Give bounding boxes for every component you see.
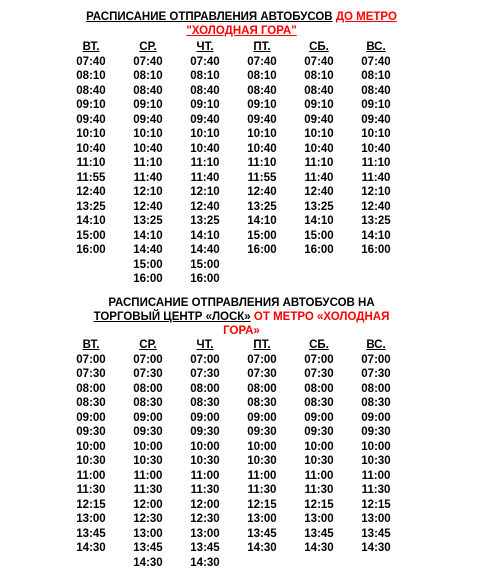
schedule-1-departure-time: 12:40 bbox=[247, 186, 277, 198]
schedule-2-departure-time: 07:30 bbox=[190, 368, 220, 380]
schedule-1-departure-time: 10:10 bbox=[190, 128, 220, 140]
schedule-2-departure-time: 08:30 bbox=[304, 397, 334, 409]
schedule-2-day-header: ПТ. bbox=[253, 339, 271, 351]
schedule-1-column-1 bbox=[66, 40, 116, 258]
schedule-2-departure-time: 09:00 bbox=[76, 411, 106, 424]
schedule-2-departure-time: 08:30 bbox=[190, 397, 220, 409]
schedule-1-column-6 bbox=[351, 40, 401, 258]
schedule-2-departure-time: 11:00 bbox=[133, 469, 163, 482]
schedule-1-departure-time: 07:40 bbox=[361, 55, 391, 68]
schedule-1-departure-time: 09:10 bbox=[247, 99, 277, 111]
schedule-2-departure-time: 11:30 bbox=[304, 484, 334, 496]
schedule-2-departure-time: 12:15 bbox=[304, 498, 334, 511]
schedule-1-departure-time: 14:10 bbox=[190, 229, 220, 242]
schedule-2-departure-time: 11:30 bbox=[247, 484, 277, 496]
schedule-2-departure-time: 13:45 bbox=[247, 527, 277, 540]
schedule-2-departure-time: 14:30 bbox=[133, 556, 163, 569]
schedule-2-departure-time: 12:00 bbox=[190, 498, 220, 511]
schedule-1-departure-time: 11:40 bbox=[133, 171, 163, 184]
schedule-2-departure-time: 08:30 bbox=[76, 397, 106, 409]
schedule-2-departure-time: 09:30 bbox=[190, 426, 220, 438]
schedule-1-departure-time: 07:40 bbox=[133, 55, 163, 68]
schedule-2-departure-time: 10:30 bbox=[133, 455, 163, 467]
schedule-1-departure-time: 12:40 bbox=[304, 186, 334, 198]
schedule-1-title-red: ДО МЕТРО bbox=[335, 11, 397, 23]
schedule-2-title-line-1: РАСПИСАНИЕ ОТПРАВЛЕНИЯ АВТОБУСОВ НА bbox=[108, 297, 375, 309]
schedule-2-departure-time: 11:00 bbox=[190, 469, 220, 482]
schedule-2-departure-time: 09:00 bbox=[247, 411, 277, 424]
schedule-1-departure-time: 16:00 bbox=[304, 244, 334, 256]
schedule-2-departure-time: 09:00 bbox=[133, 411, 163, 424]
schedule-2-departure-time: 08:00 bbox=[76, 382, 106, 395]
schedule-1-departure-time: 11:40 bbox=[304, 171, 334, 184]
schedule-2-column-1 bbox=[66, 338, 116, 556]
schedule-2-day-header: ВС. bbox=[366, 339, 386, 351]
schedule-2-departure-time: 07:00 bbox=[304, 353, 334, 366]
schedule-1-departure-time: 10:10 bbox=[76, 128, 106, 140]
schedule-2-departure-time: 14:30 bbox=[190, 556, 220, 569]
schedule-1-departure-time: 14:10 bbox=[361, 229, 391, 242]
schedule-2-departure-time: 12:00 bbox=[133, 498, 163, 511]
schedule-2-departure-time: 09:30 bbox=[247, 426, 277, 438]
schedule-1-departure-time: 13:25 bbox=[76, 200, 106, 213]
schedule-1-departure-time: 10:10 bbox=[361, 128, 391, 140]
schedule-1-departure-time: 11:55 bbox=[76, 171, 106, 184]
schedule-2-departure-time: 10:30 bbox=[190, 455, 220, 467]
schedule-1-departure-time: 14:10 bbox=[247, 215, 277, 227]
schedule-2-departure-time: 10:00 bbox=[76, 440, 106, 453]
schedule-1-title-line-1 bbox=[20, 10, 463, 24]
schedule-2-departure-time: 10:30 bbox=[361, 455, 391, 467]
schedule-1-departure-time: 11:10 bbox=[247, 157, 277, 169]
schedule-2-departure-time: 09:30 bbox=[76, 426, 106, 438]
schedule-1-departure-time: 09:40 bbox=[76, 113, 106, 126]
schedule-1-departure-time: 12:40 bbox=[76, 186, 106, 198]
schedule-1-departure-time: 15:00 bbox=[247, 229, 277, 242]
schedule-1-departure-time: 10:40 bbox=[190, 142, 220, 155]
schedule-2-title-black: ТОРГОВЫЙ ЦЕНТР «ЛОСК» bbox=[93, 311, 251, 323]
schedule-1-day-header: СР. bbox=[139, 41, 157, 53]
schedule-2-departure-time: 13:00 bbox=[76, 513, 106, 525]
schedule-1-departure-time: 15:00 bbox=[133, 258, 163, 271]
schedule-2-departure-time: 10:00 bbox=[190, 440, 220, 453]
schedule-1-departure-time: 08:10 bbox=[247, 70, 277, 82]
schedule-1-departure-time: 13:25 bbox=[247, 200, 277, 213]
schedule-1-departure-time: 09:40 bbox=[361, 113, 391, 126]
schedule-1-departure-time: 08:40 bbox=[361, 84, 391, 97]
schedule-2-departure-time: 12:15 bbox=[76, 498, 106, 511]
schedule-1-departure-time: 09:40 bbox=[133, 113, 163, 126]
schedule-1-departure-time: 09:40 bbox=[304, 113, 334, 126]
schedule-1-departure-time: 09:10 bbox=[190, 99, 220, 111]
schedule-1-departure-time: 11:10 bbox=[190, 157, 220, 169]
schedule-1-departure-time: 10:40 bbox=[247, 142, 277, 155]
schedule-1-departure-time: 08:10 bbox=[76, 70, 106, 82]
schedule-2-title-red: ОТ МЕТРО «ХОЛОДНАЯ bbox=[253, 311, 390, 323]
schedule-1-departure-time: 10:40 bbox=[361, 142, 391, 155]
schedule-2-title-line-3: ГОРА» bbox=[223, 325, 260, 337]
schedule-2-departure-time: 14:30 bbox=[76, 542, 106, 554]
schedule-1-title bbox=[20, 10, 463, 38]
schedule-2-departure-time: 13:45 bbox=[190, 542, 220, 554]
schedule-2-departure-time: 08:30 bbox=[361, 397, 391, 409]
schedule-1-departure-time: 08:10 bbox=[133, 70, 163, 82]
schedule-1-departure-time: 13:25 bbox=[361, 215, 391, 227]
schedule-2-departure-time: 10:30 bbox=[76, 455, 106, 467]
schedule-1-day-header: СБ. bbox=[309, 41, 329, 53]
schedule-1-departure-time: 09:10 bbox=[76, 99, 106, 111]
schedule-1-departure-time: 16:00 bbox=[133, 273, 163, 285]
schedule-1-departure-time: 08:10 bbox=[304, 70, 334, 82]
schedule-2-departure-time: 11:30 bbox=[76, 484, 106, 496]
schedule-2-departure-time: 11:00 bbox=[361, 469, 391, 482]
schedule-2-departure-time: 07:00 bbox=[190, 353, 220, 366]
schedule-1-column-4 bbox=[237, 40, 287, 258]
schedule-1-departure-time: 09:10 bbox=[361, 99, 391, 111]
schedule-2-day-header: СБ. bbox=[309, 339, 329, 351]
schedule-1-departure-time: 10:40 bbox=[133, 142, 163, 155]
schedule-1-departure-time: 12:40 bbox=[190, 200, 220, 213]
schedule-2-departure-time: 11:00 bbox=[304, 469, 334, 482]
schedule-2-departure-time: 08:00 bbox=[247, 382, 277, 395]
schedule-1-departure-time: 12:10 bbox=[361, 186, 391, 198]
schedule-1-title-line-2: "ХОЛОДНАЯ ГОРА" bbox=[186, 25, 297, 37]
schedule-2-day-header: СР. bbox=[139, 339, 157, 351]
schedule-2-departure-time: 13:45 bbox=[304, 527, 334, 540]
schedule-2-departure-time: 13:00 bbox=[304, 513, 334, 525]
schedule-2-departure-time: 14:30 bbox=[247, 542, 277, 554]
schedule-1-departure-time: 12:40 bbox=[133, 200, 163, 213]
schedule-1-departure-time: 08:40 bbox=[76, 84, 106, 97]
schedule-1-departure-time: 16:00 bbox=[190, 273, 220, 285]
schedule-1-departure-time: 07:40 bbox=[247, 55, 277, 68]
schedule-1-departure-time: 11:40 bbox=[361, 171, 391, 184]
schedule-2-departure-time: 07:30 bbox=[361, 368, 391, 380]
schedule-2-departure-time: 10:30 bbox=[247, 455, 277, 467]
schedule-1-departure-time: 14:40 bbox=[190, 244, 220, 256]
schedule-1-title-black: РАСПИСАНИЕ ОТПРАВЛЕНИЯ АВТОБУСОВ bbox=[86, 11, 333, 23]
schedule-1-departure-time: 11:55 bbox=[247, 171, 277, 184]
schedule-2-departure-time: 11:30 bbox=[190, 484, 220, 496]
schedule-2-day-header: ВТ. bbox=[82, 339, 100, 351]
schedule-1-departure-time: 11:10 bbox=[76, 157, 106, 169]
schedule-1-departure-time: 09:10 bbox=[304, 99, 334, 111]
schedule-1-departure-time: 08:40 bbox=[190, 84, 220, 97]
schedule-2-departure-time: 09:00 bbox=[361, 411, 391, 424]
schedule-2-column-2 bbox=[123, 338, 173, 570]
schedule-1-day-header: ЧТ. bbox=[196, 41, 214, 53]
schedule-1-departure-time: 10:40 bbox=[304, 142, 334, 155]
schedule-1-departure-time: 08:40 bbox=[304, 84, 334, 97]
schedule-1-departure-time: 09:10 bbox=[133, 99, 163, 111]
schedule-2-departure-time: 08:00 bbox=[133, 382, 163, 395]
schedule-1-departure-time: 10:10 bbox=[133, 128, 163, 140]
schedule-2-departure-time: 10:00 bbox=[361, 440, 391, 453]
schedule-1-day-header: ВС. bbox=[366, 41, 386, 53]
schedule-2-departure-time: 12:30 bbox=[133, 513, 163, 525]
schedule-2-column-4 bbox=[237, 338, 287, 556]
schedule-1-departure-time: 14:10 bbox=[304, 215, 334, 227]
schedule-1-column-2 bbox=[123, 40, 173, 287]
schedule-2-departure-time: 07:30 bbox=[76, 368, 106, 380]
schedule-1-departure-time: 12:10 bbox=[133, 186, 163, 198]
schedule-1-departure-time: 10:10 bbox=[247, 128, 277, 140]
schedule-1-departure-time: 16:00 bbox=[361, 244, 391, 256]
schedule-1-departure-time: 10:10 bbox=[304, 128, 334, 140]
schedule-2-departure-time: 08:30 bbox=[247, 397, 277, 409]
schedule-1-departure-time: 14:10 bbox=[76, 215, 106, 227]
schedule-2-day-header: ЧТ. bbox=[196, 339, 214, 351]
schedule-1-column-3 bbox=[180, 40, 230, 287]
schedule-2-departure-time: 09:30 bbox=[361, 426, 391, 438]
schedule-1-departure-time: 14:10 bbox=[133, 229, 163, 242]
schedule-1-departure-time: 15:00 bbox=[304, 229, 334, 242]
schedule-2-departure-time: 13:00 bbox=[247, 513, 277, 525]
schedule-2-departure-time: 07:00 bbox=[133, 353, 163, 366]
schedule-1-departure-time: 08:10 bbox=[190, 70, 220, 82]
schedule-2-departure-time: 07:00 bbox=[76, 353, 106, 366]
schedule-2-departure-time: 14:30 bbox=[361, 542, 391, 554]
schedule-2-departure-time: 08:00 bbox=[304, 382, 334, 395]
schedule-2-departure-time: 08:30 bbox=[133, 397, 163, 409]
schedule-2-departure-time: 07:30 bbox=[304, 368, 334, 380]
schedule-2-title bbox=[20, 296, 463, 338]
schedule-2-departure-time: 11:00 bbox=[247, 469, 277, 482]
schedule-1-departure-time: 08:40 bbox=[133, 84, 163, 97]
schedule-2-departure-time: 07:30 bbox=[247, 368, 277, 380]
schedule-2-departure-time: 09:00 bbox=[190, 411, 220, 424]
schedule-1-departure-time: 07:40 bbox=[304, 55, 334, 68]
schedule-2-departure-time: 07:30 bbox=[133, 368, 163, 380]
schedule-1-departure-time: 08:10 bbox=[361, 70, 391, 82]
schedule-2-departure-time: 13:00 bbox=[190, 527, 220, 540]
schedule-1-day-header: ВТ. bbox=[82, 41, 100, 53]
schedule-1-departure-time: 08:40 bbox=[247, 84, 277, 97]
schedule-2-departure-time: 11:30 bbox=[361, 484, 391, 496]
schedule-2-departure-time: 12:15 bbox=[361, 498, 391, 511]
schedule-2-departure-time: 14:30 bbox=[304, 542, 334, 554]
schedule-1-departure-time: 15:00 bbox=[190, 258, 220, 271]
schedule-1-departure-time: 13:25 bbox=[304, 200, 334, 213]
schedule-1-departure-time: 12:10 bbox=[190, 186, 220, 198]
schedule-1-departure-time: 11:10 bbox=[133, 157, 163, 169]
schedule-1-departure-time: 11:10 bbox=[304, 157, 334, 169]
schedule-2-departure-time: 13:00 bbox=[133, 527, 163, 540]
schedule-2-departure-time: 10:30 bbox=[304, 455, 334, 467]
schedule-2-column-3 bbox=[180, 338, 230, 570]
schedule-2-departure-time: 13:45 bbox=[361, 527, 391, 540]
schedule-1-departure-time: 14:40 bbox=[133, 244, 163, 256]
schedule-2-departure-time: 08:00 bbox=[361, 382, 391, 395]
schedule-2-departure-time: 12:30 bbox=[190, 513, 220, 525]
schedule-2-column-5 bbox=[294, 338, 344, 556]
schedule-2-departure-time: 10:00 bbox=[247, 440, 277, 453]
schedule-1-column-5 bbox=[294, 40, 344, 258]
schedule-2-departure-time: 09:00 bbox=[304, 411, 334, 424]
schedule-1-departure-time: 13:25 bbox=[190, 215, 220, 227]
schedule-1-departure-time: 07:40 bbox=[76, 55, 106, 68]
schedule-1-departure-time: 07:40 bbox=[190, 55, 220, 68]
schedule-2-column-6 bbox=[351, 338, 401, 556]
schedule-2-departure-time: 07:00 bbox=[361, 353, 391, 366]
schedule-1-departure-time: 11:40 bbox=[190, 171, 220, 184]
schedule-1-departure-time: 15:00 bbox=[76, 229, 106, 242]
schedule-2-departure-time: 09:30 bbox=[133, 426, 163, 438]
schedule-1-departure-time: 11:10 bbox=[361, 157, 391, 169]
schedule-1-departure-time: 12:40 bbox=[361, 200, 391, 213]
schedule-1-departure-time: 09:40 bbox=[190, 113, 220, 126]
schedule-2-title-line-2 bbox=[20, 310, 463, 324]
schedule-1-departure-time: 10:40 bbox=[76, 142, 106, 155]
schedule-2-departure-time: 13:00 bbox=[361, 513, 391, 525]
schedule-2-departure-time: 09:30 bbox=[304, 426, 334, 438]
schedule-1-departure-time: 13:25 bbox=[133, 215, 163, 227]
schedule-2-departure-time: 08:00 bbox=[190, 382, 220, 395]
schedule-2-departure-time: 10:00 bbox=[133, 440, 163, 453]
schedule-2-departure-time: 11:00 bbox=[76, 469, 106, 482]
schedule-2-departure-time: 12:15 bbox=[247, 498, 277, 511]
schedule-1-departure-time: 16:00 bbox=[76, 244, 106, 256]
schedule-1-day-header: ПТ. bbox=[253, 41, 271, 53]
schedule-1-departure-time: 09:40 bbox=[247, 113, 277, 126]
schedule-2-departure-time: 10:00 bbox=[304, 440, 334, 453]
schedule-1-departure-time: 16:00 bbox=[247, 244, 277, 256]
schedule-2-departure-time: 13:45 bbox=[76, 527, 106, 540]
schedule-2-departure-time: 07:00 bbox=[247, 353, 277, 366]
schedule-2-departure-time: 11:30 bbox=[133, 484, 163, 496]
schedule-2-departure-time: 13:45 bbox=[133, 542, 163, 554]
